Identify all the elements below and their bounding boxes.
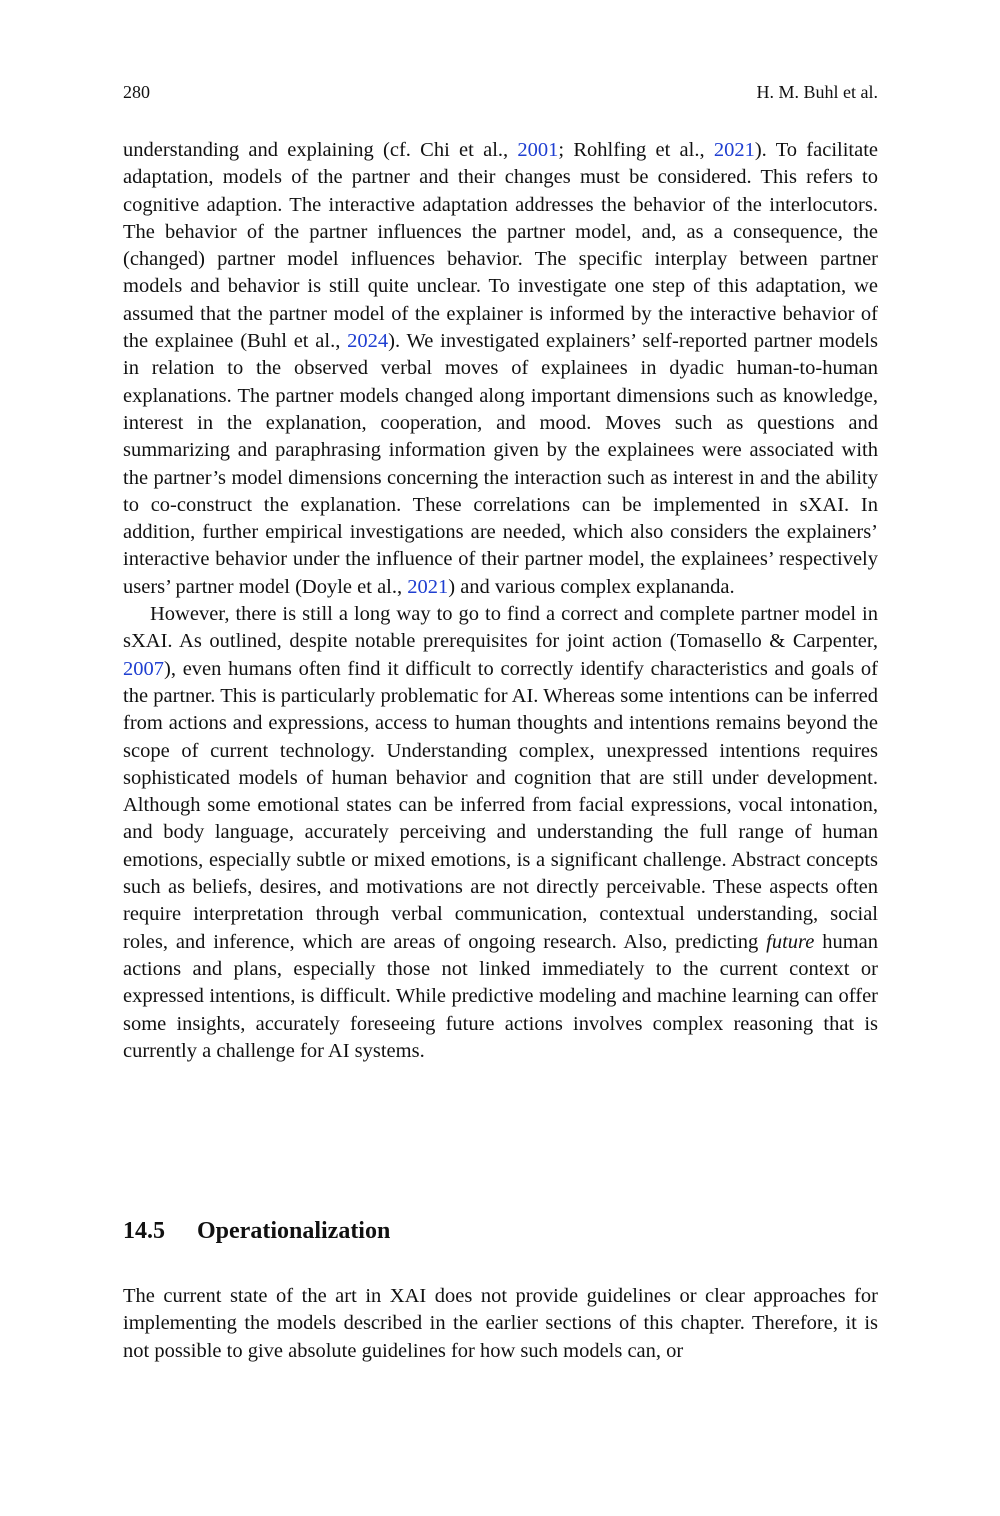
paragraph-text: ), even humans often find it difficult to correctly identify characteristics and goals of the partner. This is particularly problematic for AI. Whereas some intentions can be inferred from actions and expressions, access to human thoughts and intentions remains beyond the scope of current technology. Understanding complex, unexpressed intentions requires sophisticated models of human behavior and cognition that are still under development. Although some emotional states can be inferred from facial expressions, vocal intonation, and body language, accurately perceiving and understanding the full range of human emotions, especially subtle or mixed emotions, is a significant challenge. Abstract concepts such as beliefs, desires, and motivations are not directly perceivable. These aspects often require interpretation through verbal communication, contextual understanding, social roles, and inference, which are areas of ongoing research. Also, predicting [123, 657, 878, 953]
paragraph [123, 1283, 878, 1365]
paragraph-text: ). To facilitate adaptation, models of the partner and their changes must be considered. This refers to cognitive adaption. The interactive adaptation addresses the behavior of the interlocutors. The behavior of the partner influences the partner model, and, as a consequence, the (changed) partner model influences behavior. The specific interplay between partner models and behavior is still quite unclear. To investigate one step of this adaptation, we assumed that the partner model of the explainer is informed by the interactive behavior of the explainee (Buhl et al., [123, 139, 878, 353]
body-text-block [123, 137, 878, 1065]
citation-link[interactable]: 2021 [407, 575, 449, 598]
paragraph-text: ). We investigated explainers’ self-reported partner models in relation to the observed verbal moves of explainees in dyadic human-to-human explanations. The partner models changed along important dimensions such as knowledge, interest in the explanation, cooperation, and mood. Moves such as questions and summarizing and paraphrasing information given by the explainees were associated with the partner’s model dimensions concerning the interaction such as interest in and the ability to co-construct the explanation. These correlations can be implemented in sXAI. In addition, further empirical investigations are needed, which also considers the explainers’ interactive behavior under the influence of their partner model, the explainees’ respectively users’ partner model (Doyle et al., [123, 330, 878, 598]
paragraph [123, 137, 878, 601]
paragraph-text: ) and various complex explananda. [448, 575, 735, 598]
citation-link[interactable]: 2021 [713, 139, 755, 161]
body-text-block [123, 1283, 878, 1365]
running-head-authors: H. M. Buhl et al. [756, 82, 878, 102]
citation-link[interactable]: 2001 [517, 139, 559, 161]
paragraph-text: However, there is still a long way to go to find a correct and complete partner model in sXAI. As outlined, despite notable prerequisites for joint action (Tomasello & Carpenter, [123, 603, 878, 653]
citation-link[interactable]: 2007 [123, 657, 164, 680]
running-head [123, 79, 878, 105]
paragraph [123, 601, 878, 1065]
section-heading [123, 1215, 878, 1247]
paragraph-text: The current state of the art in XAI does not provide guidelines or clear approaches for implementing the models described in the earlier sections of this chapter. Therefore, it is not possible to give absolute guidelines for how such models can, or [123, 1285, 878, 1362]
section-number: 14.5 [123, 1218, 165, 1244]
page-number: 280 [123, 82, 150, 102]
paragraph-text: human actions and plans, especially those not linked immediately to the current context or expressed intentions, is difficult. While predictive modeling and machine learning can offer some insights, accurately foreseeing future actions involves complex reasoning that is currently a challenge for AI systems. [123, 930, 878, 1062]
paragraph-text: understanding and explaining (cf. Chi et al., [123, 139, 518, 161]
citation-link[interactable]: 2024 [347, 330, 389, 353]
paragraph-text: ; Rohlfing et al., [558, 139, 714, 161]
emphasis-text: future [766, 930, 815, 953]
section-title: Operationalization [197, 1218, 391, 1244]
